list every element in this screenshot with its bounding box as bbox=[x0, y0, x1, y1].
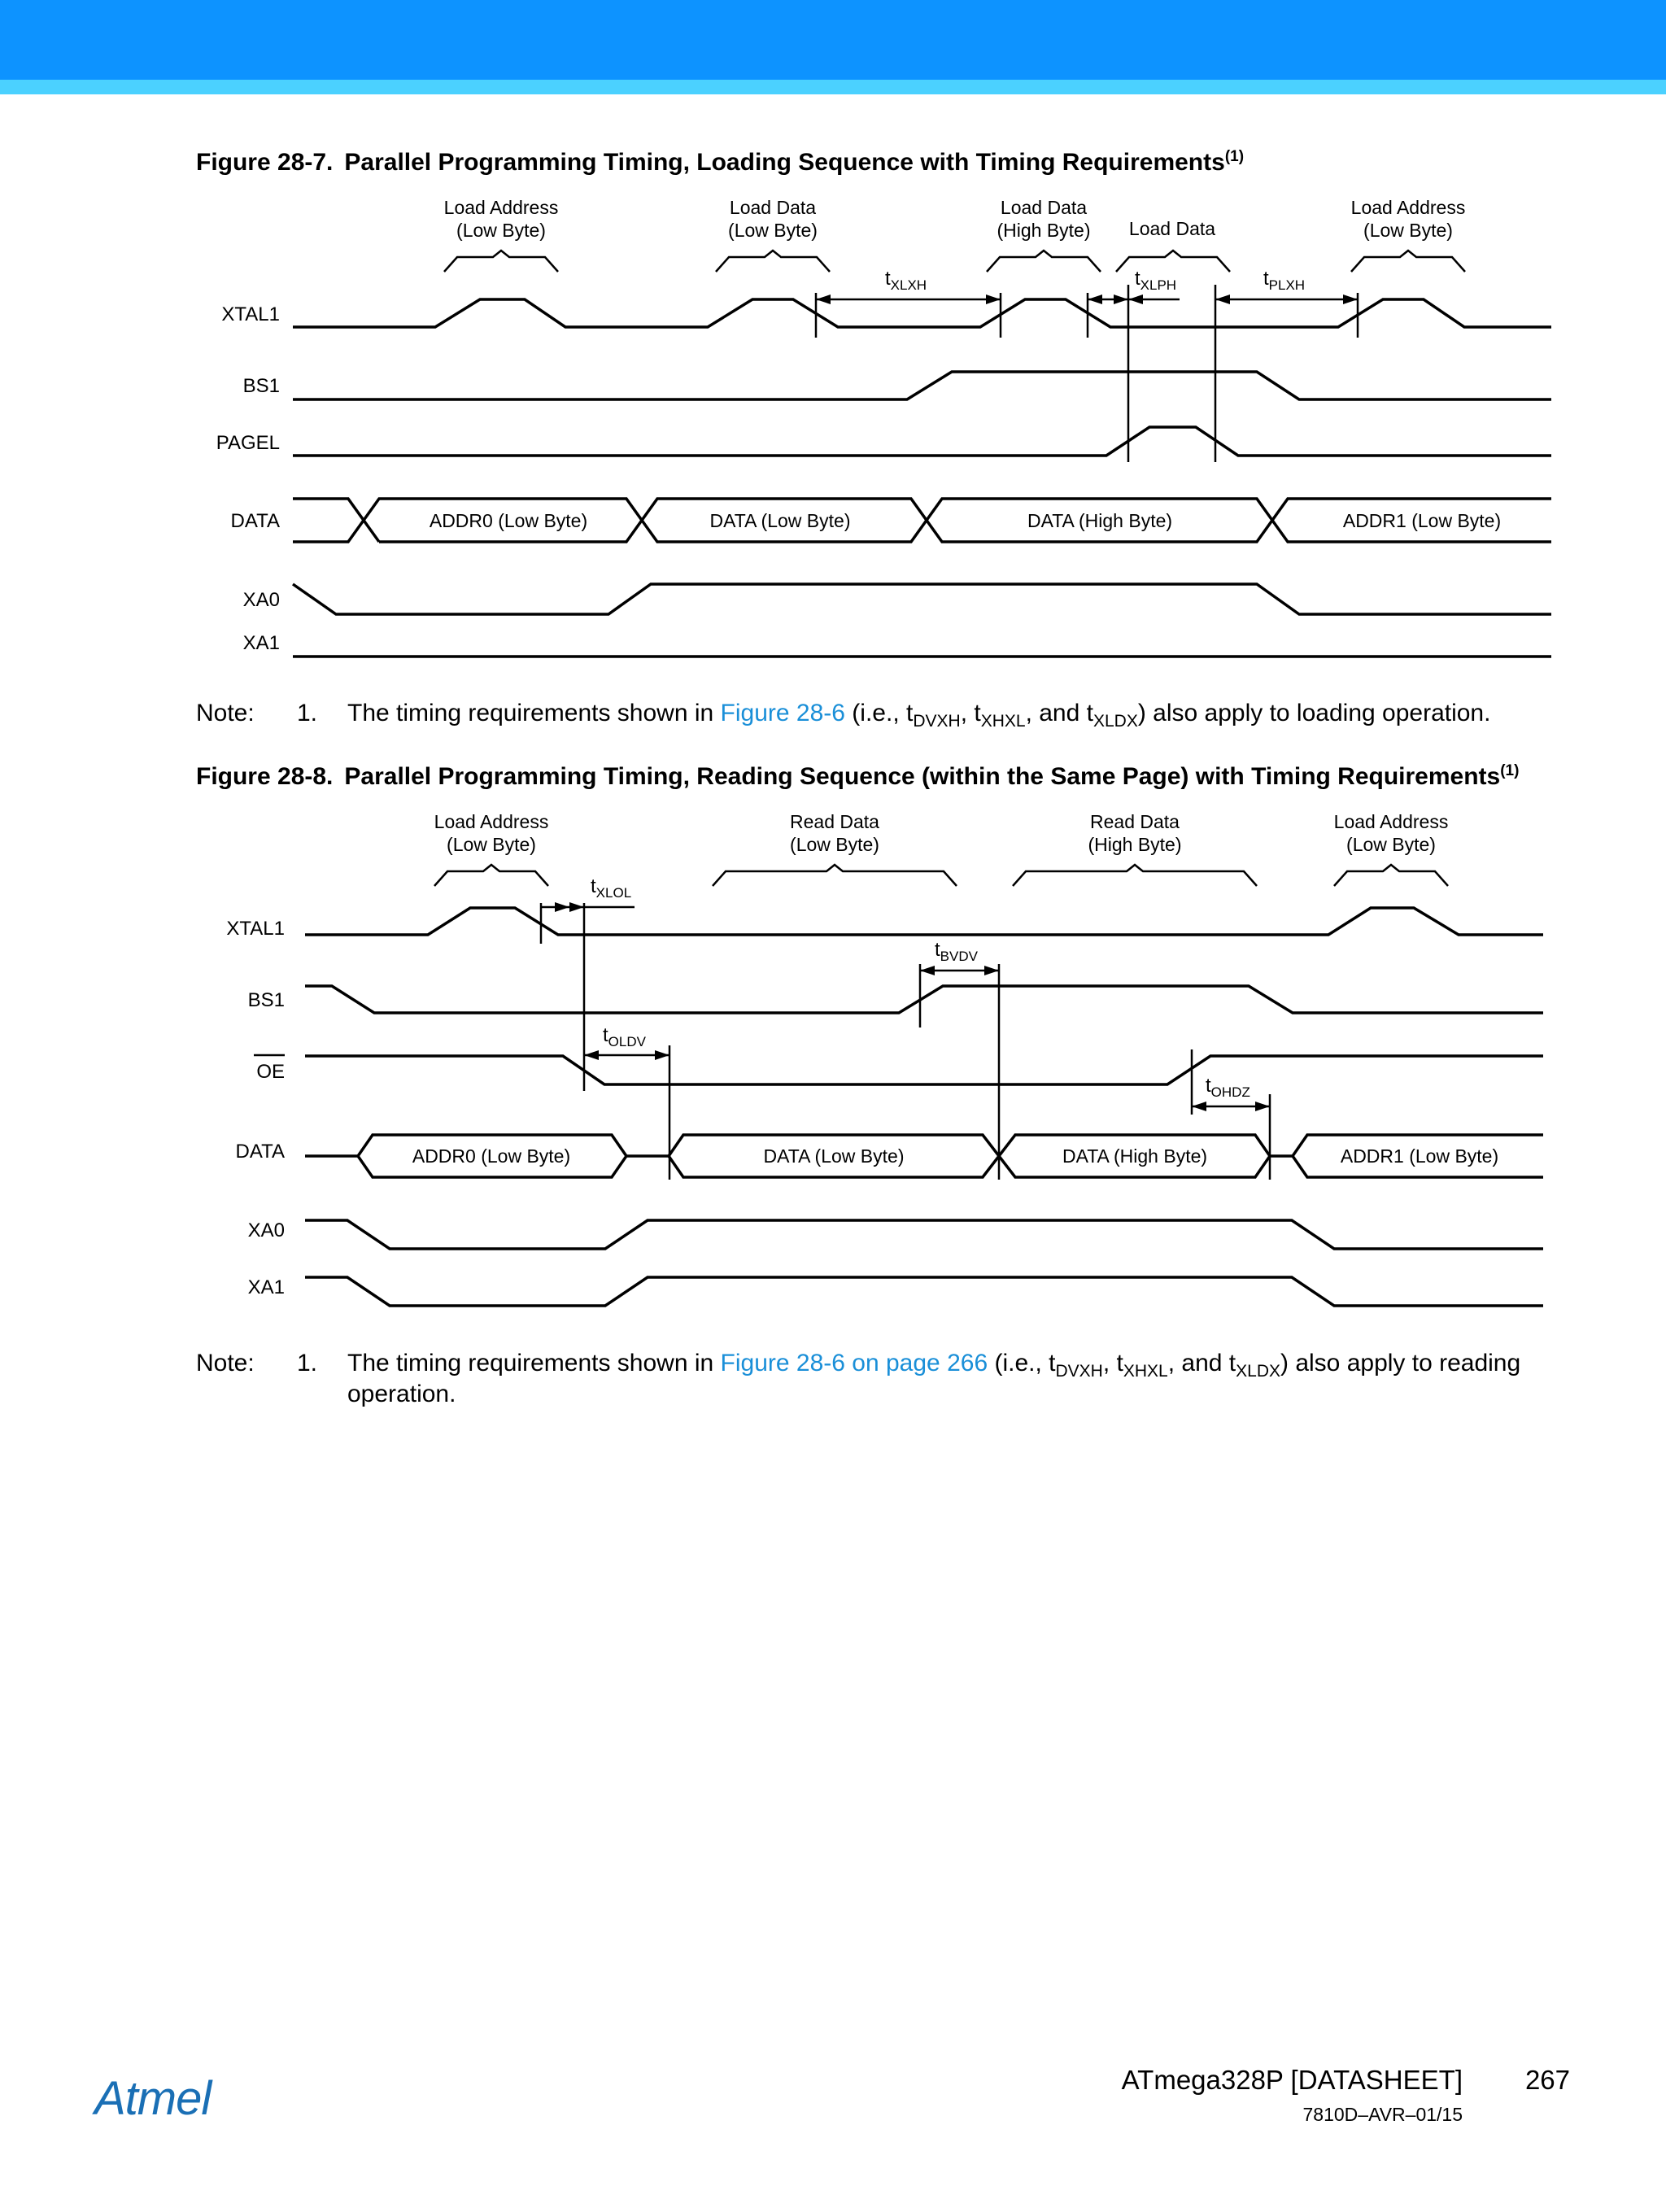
phase-label: (Low Byte) bbox=[447, 834, 536, 855]
xa1-waveform bbox=[305, 1277, 1543, 1306]
signal-name: OE bbox=[256, 1061, 285, 1083]
timing-label: $t_{PLXH}$ bbox=[1263, 268, 1306, 293]
timing-label: $t_{OLDV}$ bbox=[603, 1024, 646, 1049]
phase-label: Load Data bbox=[729, 197, 817, 218]
figure-number: Figure 28-8. bbox=[196, 763, 334, 790]
xtal1-waveform bbox=[293, 299, 1551, 327]
atmel-logo: Atmel bbox=[94, 2072, 212, 2125]
note-number: 1. bbox=[297, 700, 318, 726]
bs1-waveform bbox=[293, 372, 1551, 399]
bus-value: DATA (Low Byte) bbox=[709, 510, 851, 531]
xa0-waveform bbox=[293, 584, 1551, 614]
timing-markers bbox=[816, 285, 1358, 462]
bus-value: ADDR0 (Low Byte) bbox=[412, 1145, 571, 1167]
timing-diagram-loading bbox=[0, 187, 1666, 675]
phase-label: (Low Byte) bbox=[1346, 834, 1436, 855]
figure-caption: Parallel Programming Timing, Reading Sequence (within the Same Page) with Timing Requirements bbox=[344, 763, 1501, 790]
figure-footnote-ref: (1) bbox=[1500, 762, 1520, 779]
phase-label: (Low Byte) bbox=[1363, 220, 1453, 241]
figure-caption: Parallel Programming Timing, Loading Sequence with Timing Requirements bbox=[344, 149, 1225, 176]
note-label: Note: bbox=[196, 700, 255, 726]
phase-label: Load Address bbox=[1333, 811, 1449, 832]
phase-label: (Low Byte) bbox=[456, 220, 546, 241]
phase-label: Read Data bbox=[790, 811, 879, 832]
timing-label: $t_{OHDZ}$ bbox=[1206, 1075, 1250, 1100]
phase-label: Load Data bbox=[1000, 197, 1088, 218]
signal-name: XA0 bbox=[247, 1219, 285, 1241]
document-title: ATmega328P [DATASHEET] bbox=[1121, 2065, 1463, 2095]
pagel-waveform bbox=[293, 427, 1551, 456]
note-text: The timing requirements shown in Figure 28-6 on page 266 (i.e., $t_{DVXH}$, $t_{XHXL}$, and $t_{XLDX}$) also apply to reading bbox=[347, 1350, 1521, 1381]
xtal1-waveform bbox=[305, 908, 1543, 935]
signal-name: BS1 bbox=[247, 989, 285, 1011]
oe-waveform bbox=[305, 1056, 1543, 1084]
timing-label: $t_{XLXH}$ bbox=[885, 268, 927, 293]
phase-label: (Low Byte) bbox=[790, 834, 879, 855]
note-text: The timing requirements shown in Figure 28-6 (i.e., $t_{DVXH}$, $t_{XHXL}$, and $t_{XLDX}$) also apply to loading operation. bbox=[347, 700, 1491, 731]
timing-markers bbox=[541, 903, 1270, 1180]
signal-name: DATA bbox=[235, 1141, 285, 1163]
timing-label: $t_{XLOL}$ bbox=[591, 875, 632, 901]
phase-label: Load Address bbox=[1350, 197, 1466, 218]
phase-label: Read Data bbox=[1090, 811, 1180, 832]
phase-label: Load Data bbox=[1128, 218, 1216, 239]
page-number: 267 bbox=[1524, 2065, 1570, 2095]
timing-label: $t_{BVDV}$ bbox=[935, 939, 978, 964]
bus-value: ADDR1 (Low Byte) bbox=[1340, 1145, 1499, 1167]
phase-label: (High Byte) bbox=[997, 220, 1091, 241]
phase-label: (High Byte) bbox=[1088, 834, 1182, 855]
figure-link[interactable]: Figure 28-6 on page 266 bbox=[720, 1350, 988, 1377]
phase-label: Load Address bbox=[443, 197, 559, 218]
phase-label: (Low Byte) bbox=[728, 220, 818, 241]
note-number: 1. bbox=[297, 1350, 318, 1377]
bus-value: ADDR0 (Low Byte) bbox=[429, 510, 588, 531]
signal-name: XTAL1 bbox=[226, 918, 285, 940]
signal-name: XA0 bbox=[242, 589, 280, 611]
note-label: Note: bbox=[196, 1350, 255, 1377]
figure-28-7-title bbox=[196, 148, 1244, 177]
signal-name: XA1 bbox=[247, 1276, 285, 1298]
timing-label: $t_{XLPH}$ bbox=[1135, 268, 1177, 293]
xa0-waveform bbox=[305, 1220, 1543, 1249]
bus-value: DATA (High Byte) bbox=[1062, 1145, 1208, 1167]
signal-name: PAGEL bbox=[216, 432, 280, 454]
figure-footnote-ref: (1) bbox=[1224, 148, 1245, 165]
timing-diagram-reading bbox=[0, 801, 1666, 1322]
phase-label: Load Address bbox=[434, 811, 549, 832]
figure-28-8-title bbox=[196, 762, 1519, 791]
bus-value: DATA (Low Byte) bbox=[763, 1145, 905, 1167]
note-text-continued: operation. bbox=[347, 1381, 456, 1407]
figure-number: Figure 28-7. bbox=[196, 149, 334, 176]
header-stripe bbox=[0, 80, 1666, 94]
signal-name: XA1 bbox=[242, 632, 280, 654]
signal-name: BS1 bbox=[242, 375, 280, 397]
document-revision: 7810D–AVR–01/15 bbox=[1302, 2104, 1463, 2125]
figure-link[interactable]: Figure 28-6 bbox=[720, 700, 845, 726]
phase-braces bbox=[444, 251, 1465, 272]
bus-value: ADDR1 (Low Byte) bbox=[1342, 510, 1502, 531]
bs1-waveform bbox=[305, 986, 1543, 1013]
bus-value: DATA (High Byte) bbox=[1027, 510, 1173, 531]
phase-braces bbox=[434, 865, 1448, 886]
signal-name: XTAL1 bbox=[221, 303, 280, 325]
signal-name: DATA bbox=[230, 510, 280, 532]
header-bar bbox=[0, 0, 1666, 80]
